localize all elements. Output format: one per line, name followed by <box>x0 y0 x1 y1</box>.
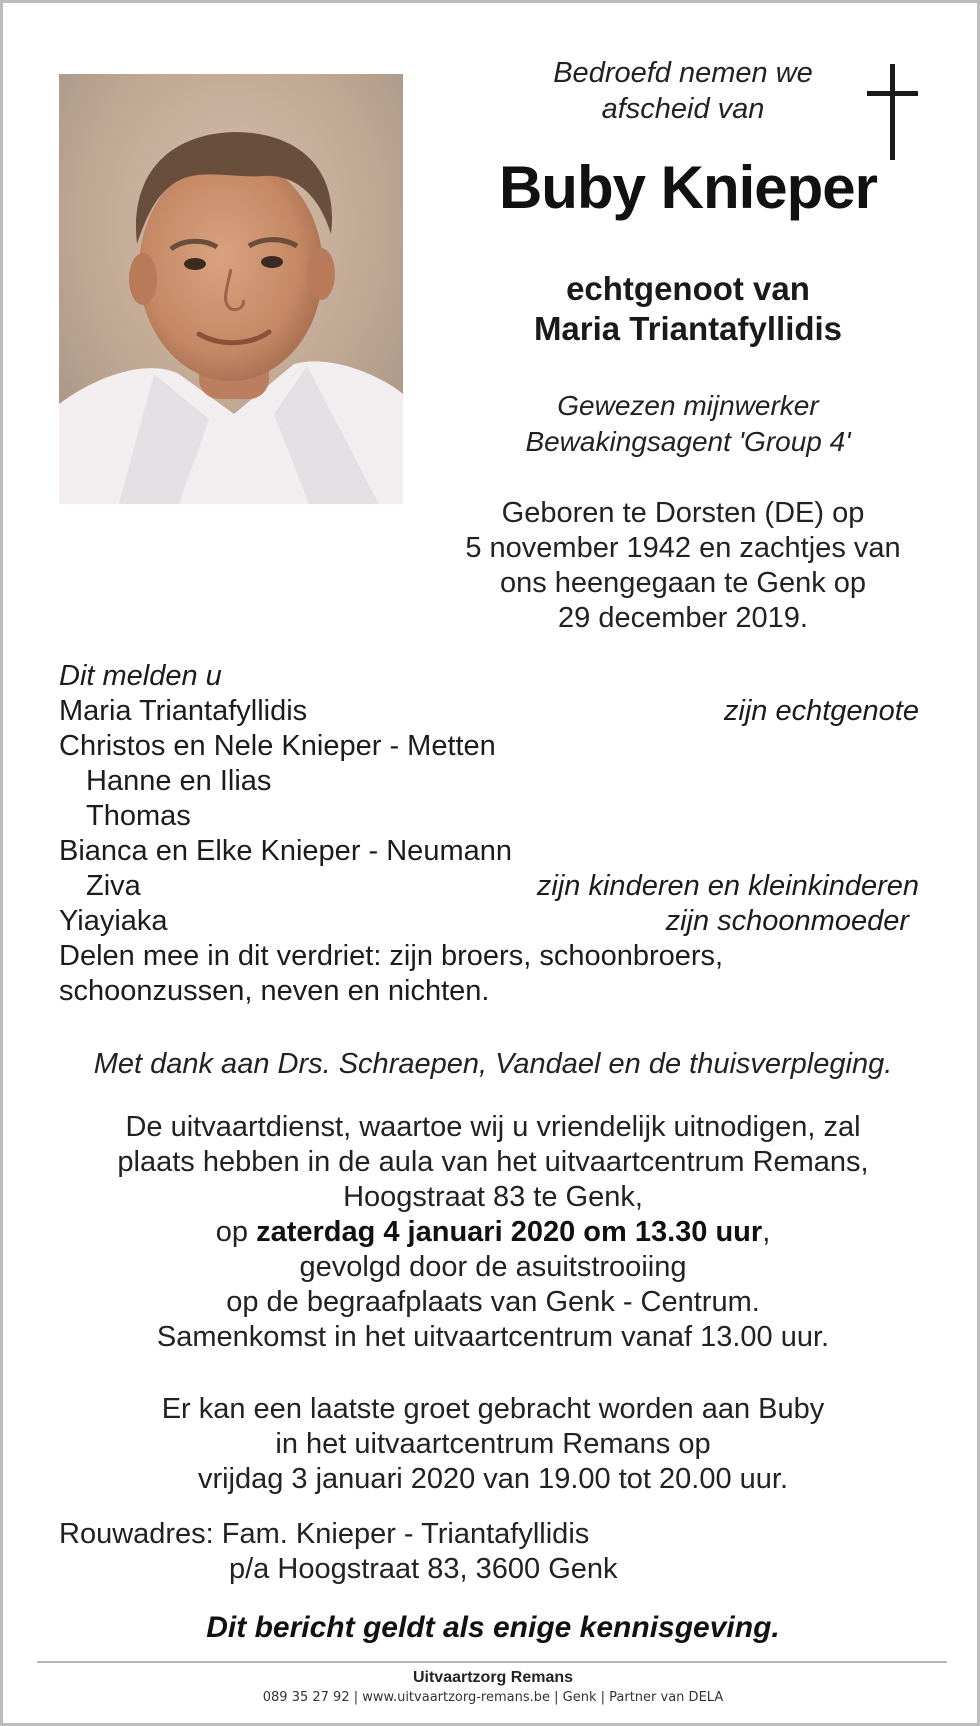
mourner-name: Hanne en Ilias <box>86 765 272 797</box>
mourner-name: Yiayiaka <box>59 905 168 937</box>
intro-line-2: afscheid van <box>601 93 765 125</box>
birth-line-4: 29 december 2019. <box>558 602 808 634</box>
greeting-text <box>43 1392 943 1497</box>
mourner-name: Ziva <box>86 870 141 902</box>
mourners-intro: Dit melden u <box>59 660 222 692</box>
service-line: plaats hebben in de aula van het uitvaartcentrum Remans, <box>117 1146 869 1178</box>
mourner-relation: zijn echtgenote <box>723 695 919 727</box>
mourner-row <box>59 764 919 799</box>
birth-line-3: ons heengegaan te Genk op <box>499 567 867 599</box>
service-line: op de begraafplaats van Genk - Centrum. <box>226 1286 760 1318</box>
service-line: gevolgd door de asuitstrooiing <box>299 1251 687 1283</box>
mourner-name: Thomas <box>86 800 191 832</box>
spouse-line-2: Maria Triantafyllidis <box>533 310 843 347</box>
career-line-1: Gewezen mijnwerker <box>557 390 819 421</box>
service-date-line <box>43 1215 943 1250</box>
footer-title: Uitvaartzorg Remans <box>412 1669 574 1686</box>
service-date-suffix: , <box>762 1216 771 1248</box>
service-date: zaterdag 4 januari 2020 om 13.30 uur <box>256 1216 763 1248</box>
service-date-prefix: op <box>215 1216 257 1248</box>
mourner-relation: zijn schoonmoeder <box>665 905 909 937</box>
notice-text: Dit bericht geldt als enige kennisgeving. <box>206 1611 780 1644</box>
address-text <box>59 1517 859 1587</box>
birth-line-2: 5 november 1942 en zachtjes van <box>465 532 901 564</box>
greeting-line: in het uitvaartcentrum Remans op <box>275 1428 711 1460</box>
service-line: De uitvaartdienst, waartoe wij u vriendelijk uitnodigen, zal <box>125 1111 861 1143</box>
service-line: Samenkomst in het uitvaartcentrum vanaf 13.00 uur. <box>156 1321 830 1353</box>
footer-divider <box>37 1661 947 1663</box>
address-line-2: p/a Hoogstraat 83, 3600 Genk <box>229 1553 618 1585</box>
spouse-line-1: echtgenoot van <box>566 270 810 307</box>
mourner-row <box>59 904 919 939</box>
career-text <box>463 388 913 460</box>
mourner-row <box>59 869 919 904</box>
cross-icon <box>863 64 923 160</box>
portrait-illustration <box>59 74 403 504</box>
address-line-1: Rouwadres: Fam. Knieper - Triantafyllidis <box>59 1518 590 1550</box>
intro-line-1: Bedroefd nemen we <box>553 57 813 89</box>
service-text <box>43 1110 943 1355</box>
mourner-row <box>59 694 919 729</box>
portrait-photo <box>59 74 403 504</box>
spouse-text <box>463 269 913 349</box>
career-line-2: Bewakingsagent 'Group 4' <box>525 426 851 457</box>
mourner-relation: zijn kinderen en kleinkinderen <box>536 870 919 902</box>
service-line: Hoogstraat 83 te Genk, <box>343 1181 643 1213</box>
mourners-others-line-2: schoonzussen, neven en nichten. <box>59 975 490 1007</box>
intro-text <box>493 55 873 127</box>
mourner-name: Maria Triantafyllidis <box>59 695 308 727</box>
mourner-row <box>59 729 919 764</box>
mourner-name: Bianca en Elke Knieper - Neumann <box>59 835 512 867</box>
mourners-others-line-1: Delen mee in dit verdriet: zijn broers, schoonbroers, <box>59 940 724 972</box>
mourner-row <box>59 834 919 869</box>
greeting-line: vrijdag 3 januari 2020 van 19.00 tot 20.00 uur. <box>197 1463 789 1495</box>
mourner-name: Christos en Nele Knieper - Metten <box>59 730 496 762</box>
birth-line-1: Geboren te Dorsten (DE) op <box>501 497 865 529</box>
mourners-list <box>59 659 919 1009</box>
mourner-row <box>59 799 919 834</box>
birth-death-text <box>423 496 943 636</box>
deceased-name: Buby Knieper <box>498 154 878 221</box>
thanks-text: Met dank aan Drs. Schraepen, Vandael en de thuisverpleging. <box>93 1048 893 1080</box>
greeting-line: Er kan een laatste groet gebracht worden aan Buby <box>161 1393 825 1425</box>
footer-contact-line: 089 35 27 92 | www.uitvaartzorg-remans.be | Genk | Partner van DELA <box>262 1690 724 1705</box>
